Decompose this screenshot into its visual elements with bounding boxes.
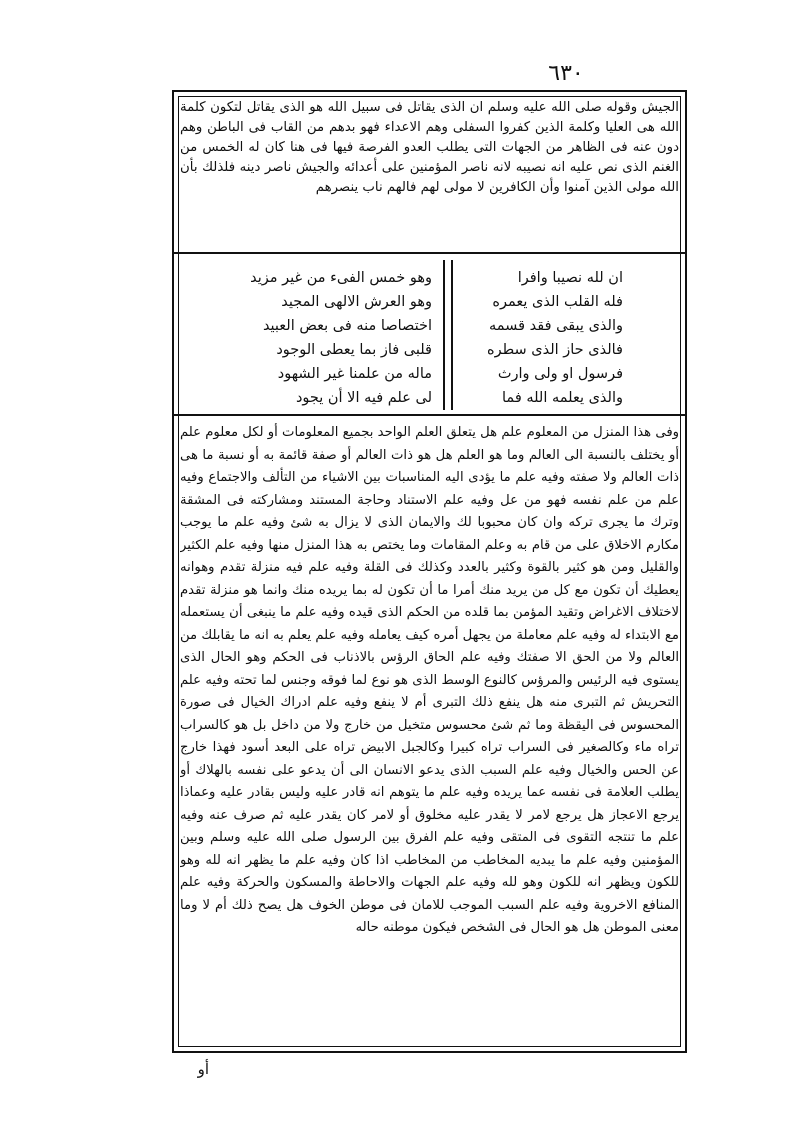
poem-right-column xyxy=(473,266,623,404)
rule-top xyxy=(174,252,685,254)
poem-line: وهو العرش الالهى المجيد xyxy=(281,294,432,310)
poem-line: وهو خمس الفىء من غير مزيد xyxy=(250,270,432,286)
poem-line: قلبى فاز بما يعطى الوجود xyxy=(276,342,432,358)
poem-line: فله القلب الذى يعمره xyxy=(492,294,623,310)
top-paragraph: الجيش وقوله صلى الله عليه وسلم ان الذى يقاتل فى سبيل الله هو الذى يقاتل لتكون كلمة الله هى العليا وكلمة الذين كفروا السفلى وهم الاعداء فهو بدهم من القاب فى الباطن وهم دون عنه فى الظاهر من الجهات التى يطلب العدو الفرصة فيها فى هنا كان له الخمس من الغنم الذى نص عليه انه نصيبه لانه ناصر المؤمنين على أعدائه والجيش ناصر دينه فلذلك بأن الله مولى الذين آمنوا وأن الكافرين لا مولى لهم فالهم ناب ينصرهم xyxy=(180,100,679,195)
poem-line: اختصاصا منه فى بعض العبيد xyxy=(262,318,432,334)
catchword: أو xyxy=(197,1060,209,1078)
poem-block xyxy=(228,260,631,410)
poem-line: ماله من علمنا غير الشهود xyxy=(277,366,432,382)
page-frame xyxy=(172,90,687,1053)
page-number: ٦٣٠ xyxy=(548,61,584,86)
poem-line: والذى يبقى فقد قسمه xyxy=(489,318,623,334)
poem-line: والذى يعلمه الله فما xyxy=(502,390,623,406)
poem-line: فرسول او ولى وارث xyxy=(497,366,623,382)
poem-line: فالذى حاز الذى سطره xyxy=(487,342,623,358)
poem-line: ان لله نصيبا وافرا xyxy=(517,270,623,286)
poem-left-column xyxy=(232,266,432,404)
poem-divider-b xyxy=(443,260,445,410)
rule-bottom xyxy=(174,414,685,416)
poem-divider-a xyxy=(451,260,453,410)
main-paragraph: وفى هذا المنزل من المعلوم علم هل يتعلق العلم الواحد بجميع المعلومات أو لكل معلوم علم أو يختلف بالنسبة الى العالم وما هو العلم هل هو ذات العالم أو صفة قائمة به أو نسبة ما هى ذات العالم ولا صفته وفيه علم ما يؤدى اليه المناسبات بين الاشياء من التألف والاجتماع وفيه علم من علم نفسه فهو من عل وفيه علم الاستناد وحاجة المستند ومشاركته فى المشقة وترك ما يجرى تركه وان كان محبوبا لك والايمان الذى لا يزال به شئ وفيه علم ما يوجب مكارم الاخلاق على من قام به وعلم المقامات وما يختص به هذا المنزل منها وفيه علم الكثير والقليل ومن هو كثير بالقوة وكثير بالعدد وكذلك فى القلة وفيه علم فيه منزلة تقدم وهوانه يعطيك أن تكون مع كل من يريد منك أمرا ما أن تكون له بما يريده منك وانما هو منزلة تقدم لاختلاف الاغراض وتقيد المؤمن بما قلده من الحكم الذى قيده وفيه علم ما ينبغى أن يستعمله مع الابتداء له وفيه علم معاملة من يجهل أمره كيف يعامله وفيه علم يعلم به انه ما يقابلك من العالم ولا من الحق الا صفتك وفيه علم الحاق الرؤس بالاذناب فى الحكم وهو الحال الذى يستوى فيه الرئيس والمرؤس كالنوع الوسط الذى هو نوع لما فوقه وجنس لما تحته وفيه علم التحريش ثم التبرى منه هل ينفع ذلك التبرى أم لا ينفع وفيه علم ادراك الخيال فى صورة المحسوس فى اليقظة وما ثم شئ محسوس متخيل من خارج ولا من داخل بل هو كالسراب تراه ماء وكالصغير فى السراب تراه كبيرا وكالجبل الابيض تراه على البعد أسود فهذا خارج عن الحس والخيال وفيه علم السبب الذى يدعو الانسان الى أن يدعو على نفسه بالهلاك أو يطلب العلامة فى نفسه عما يريده وفيه علم ما يتوهم انه قادر عليه وليس بقادر عليه وعماذا يرجع الاعجاز هل يرجع لامر لا يقدر عليه مخلوق أو لامر كان يقدر عليه ثم صرف عنه وفيه علم ما تنتجه التقوى فى المتقى وفيه علم الفرق بين الرسول صلى الله عليه وسلم وبين المؤمنين وفيه علم ما يبديه المخاطب من المخاطب اذا كان وفيه علم ما يظهر انه لله وهو للكون ويظهر انه للكون وهو لله وفيه علم الجهات والاحاطة والمسكون والحركة وفيه علم المنافع الاخروية وفيه علم السبب الموجب للامان فى موطن الخوف هل يصح ذلك أم لا وما معنى الموطن هل هو الحال فى الشخص فيكون موطنه حاله xyxy=(180,425,679,935)
poem-line: لى علم فيه الا أن يجود xyxy=(295,390,432,406)
